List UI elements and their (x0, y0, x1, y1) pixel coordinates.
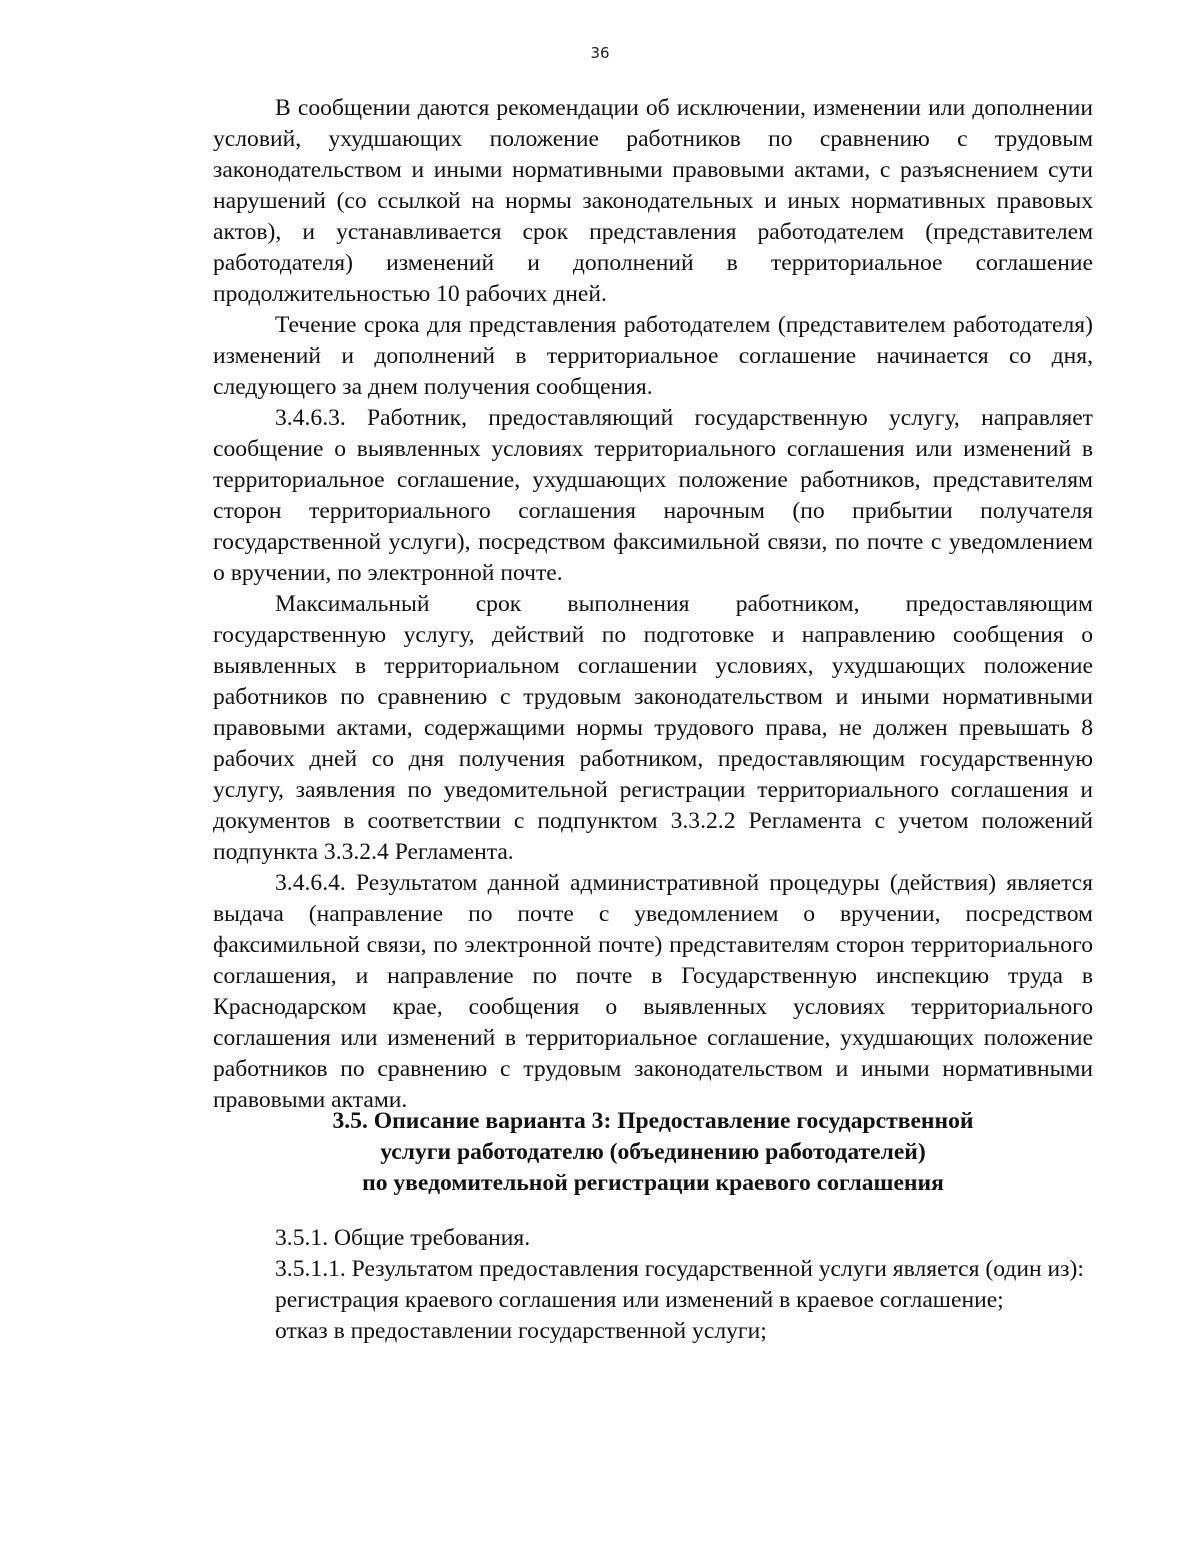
result-intro: 3.5.1.1. Результатом предоставления государственной услуги является (один из): (275, 1256, 1084, 1282)
result-item-registration: регистрация краевого соглашения или изменений в краевое соглашение; (275, 1287, 1004, 1313)
section-3-5-body (213, 1223, 1093, 1347)
section-heading-line-1: 3.5. Описание варианта 3: Предоставление государственной (332, 1108, 974, 1134)
general-requirements: 3.5.1. Общие требования. (275, 1225, 531, 1251)
page-number: 36 (590, 44, 610, 62)
result-item-refusal: отказ в предоставлении государственной услуги; (275, 1318, 767, 1344)
paragraph-deadline-start: Течение срока для представления работодателем (представителем работодателя) изменений и дополнений в территориальное соглашение начинается со дня, следующего за днем получения сообщения. (213, 312, 1093, 400)
paragraph-3-4-6-4: 3.4.6.4. Результатом данной административной процедуры (действия) является выдача (направление по почте с уведомлением о вручении, посредством факсимильной связи, по электронной почте) представителям сторон территориального соглашения, и направление по почте в Государственную инспекцию труда в Краснодарском крае, сообщения о выявленных условиях территориального соглашения или изменений в территориальное соглашение, ухудшающих положение работников по сравнению с трудовым законодательством и иными нормативными правовыми актами. (213, 870, 1093, 1113)
section-heading-line-3: по уведомительной регистрации краевого соглашения (362, 1170, 944, 1196)
paragraph-max-term: Максимальный срок выполнения работником, предоставляющим государственную услугу, действий по подготовке и направлению сообщения о выявленных в территориальном соглашении условиях, ухудшающих положение работников по сравнению с трудовым законодательством и иными нормативными правовыми актами, содержащими нормы трудового права, не должен превышать 8 рабочих дней со дня получения работником, предоставляющим государственную услугу, заявления по уведомительной регистрации территориального соглашения и документов в соответствии с подпунктом 3.3.2.2 Регламента с учетом положений подпункта 3.3.2.4 Регламента. (213, 591, 1093, 865)
paragraph-recommendations: В сообщении даются рекомендации об исключении, изменении или дополнении условий, ухудшающих положение работников по сравнению с трудовым законодательством и иными нормативными правовыми актами, с разъяснением сути нарушений (со ссылкой на нормы законодательных и иных нормативных правовых актов), и устанавливается срок представления работодателем (представителем работодателя) изменений и дополнений в территориальное соглашение продолжительностью 10 рабочих дней. (213, 95, 1093, 307)
section-heading (213, 1106, 1093, 1199)
paragraph-3-4-6-3: 3.4.6.3. Работник, предоставляющий государственную услугу, направляет сообщение о выявленных условиях территориального соглашения или изменений в территориальное соглашение, ухудшающих положение работников, представителям сторон территориального соглашения нарочным (по прибытии получателя государственной услуги), посредством факсимильной связи, по почте с уведомлением о вручении, по электронной почте. (213, 405, 1093, 586)
section-heading-line-2: услуги работодателю (объединению работодателей) (380, 1139, 926, 1165)
body-text (213, 93, 1093, 1116)
